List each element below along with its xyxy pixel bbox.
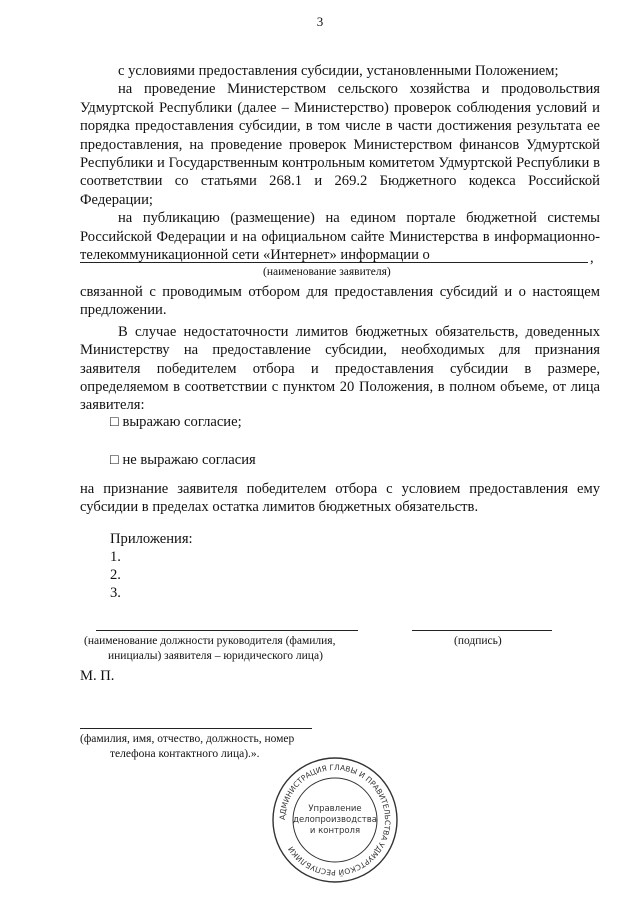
page-number: 3 [316,14,324,29]
paragraph-6: на признание заявителя победителем отбора с условием предоставления ему субсидии в пределах остатка лимитов бюджетных обязательств. [80,481,600,516]
applicant-caption: (наименование заявителя) [263,266,391,278]
paragraph-conditions [80,62,600,264]
signature-line [412,630,552,631]
head-name-line [96,630,358,631]
attachments-title: Приложения: [110,531,193,547]
attachment-item-2: 2. [110,567,121,583]
head-caption-2: инициалы) заявителя – юридического лица) [108,650,323,662]
contact-caption-1: (фамилия, имя, отчество, должность, номер [80,733,295,745]
mp-label: М. П. [80,668,115,684]
applicant-line-comma: , [590,250,594,266]
attachment-item-3: 3. [110,585,121,601]
option-agree[interactable]: □ выражаю согласие; [110,414,242,430]
stamp-ring-text: АДМИНИСТРАЦИЯ ГЛАВЫ И ПРАВИТЕЛЬСТВА УДМУРТСКОЙ РЕСПУБЛИКИ [277,762,393,878]
paragraph-block-2 [80,283,600,415]
option-disagree[interactable]: □ не выражаю согласия [110,452,256,468]
paragraph-3: на публикацию (размещение) на едином портале бюджетной системы Российской Федерации и на официальном сайте Министерства в информационно-телекоммуникационной сети «Интернет» информации о [80,210,600,264]
stamp-center-line-3: и контроля [309,826,361,836]
official-stamp [270,755,400,885]
paragraph-4: связанной с проводимым отбором для предоставления субсидий и о настоящем предложении. [80,284,600,319]
contact-line [80,728,312,729]
contact-caption-2: телефона контактного лица).». [110,748,260,760]
signature-caption: (подпись) [454,635,502,647]
stamp-center-line-1: Управление [308,804,362,814]
paragraph-5: В случае недостаточности лимитов бюджетных обязательств, доведенных Министерству на предоставление субсидии, необходимых для признания заявителя победителем отбора и предоставления субсидии в размере, определяемом в соответствии с пунктом 20 Положения, в полном объеме, от лица заявителя: [80,323,600,414]
paragraph-1: с условиями предоставления субсидии, установленными Положением; [118,63,559,79]
head-caption-1: (наименование должности руководителя (фамилия, [84,635,336,647]
paragraph-block-3 [80,480,600,517]
applicant-name-line [80,262,588,263]
paragraph-2: на проведение Министерством сельского хозяйства и продовольствия Удмуртской Республики (далее – Министерство) проверок соблюдения условий и порядка предоставления субсидии, в том числе в части достижения результата ее предоставления, на проведение проверок Министерством финансов Удмуртской Республики и Государственным контрольным комитетом Удмуртской Республики в соответствии со статьями 268.1 и 269.2 Бюджетного кодекса Российской Федерации; [80,81,600,208]
attachment-item-1: 1. [110,549,121,565]
stamp-center-line-2: делопроизводства [293,815,377,825]
